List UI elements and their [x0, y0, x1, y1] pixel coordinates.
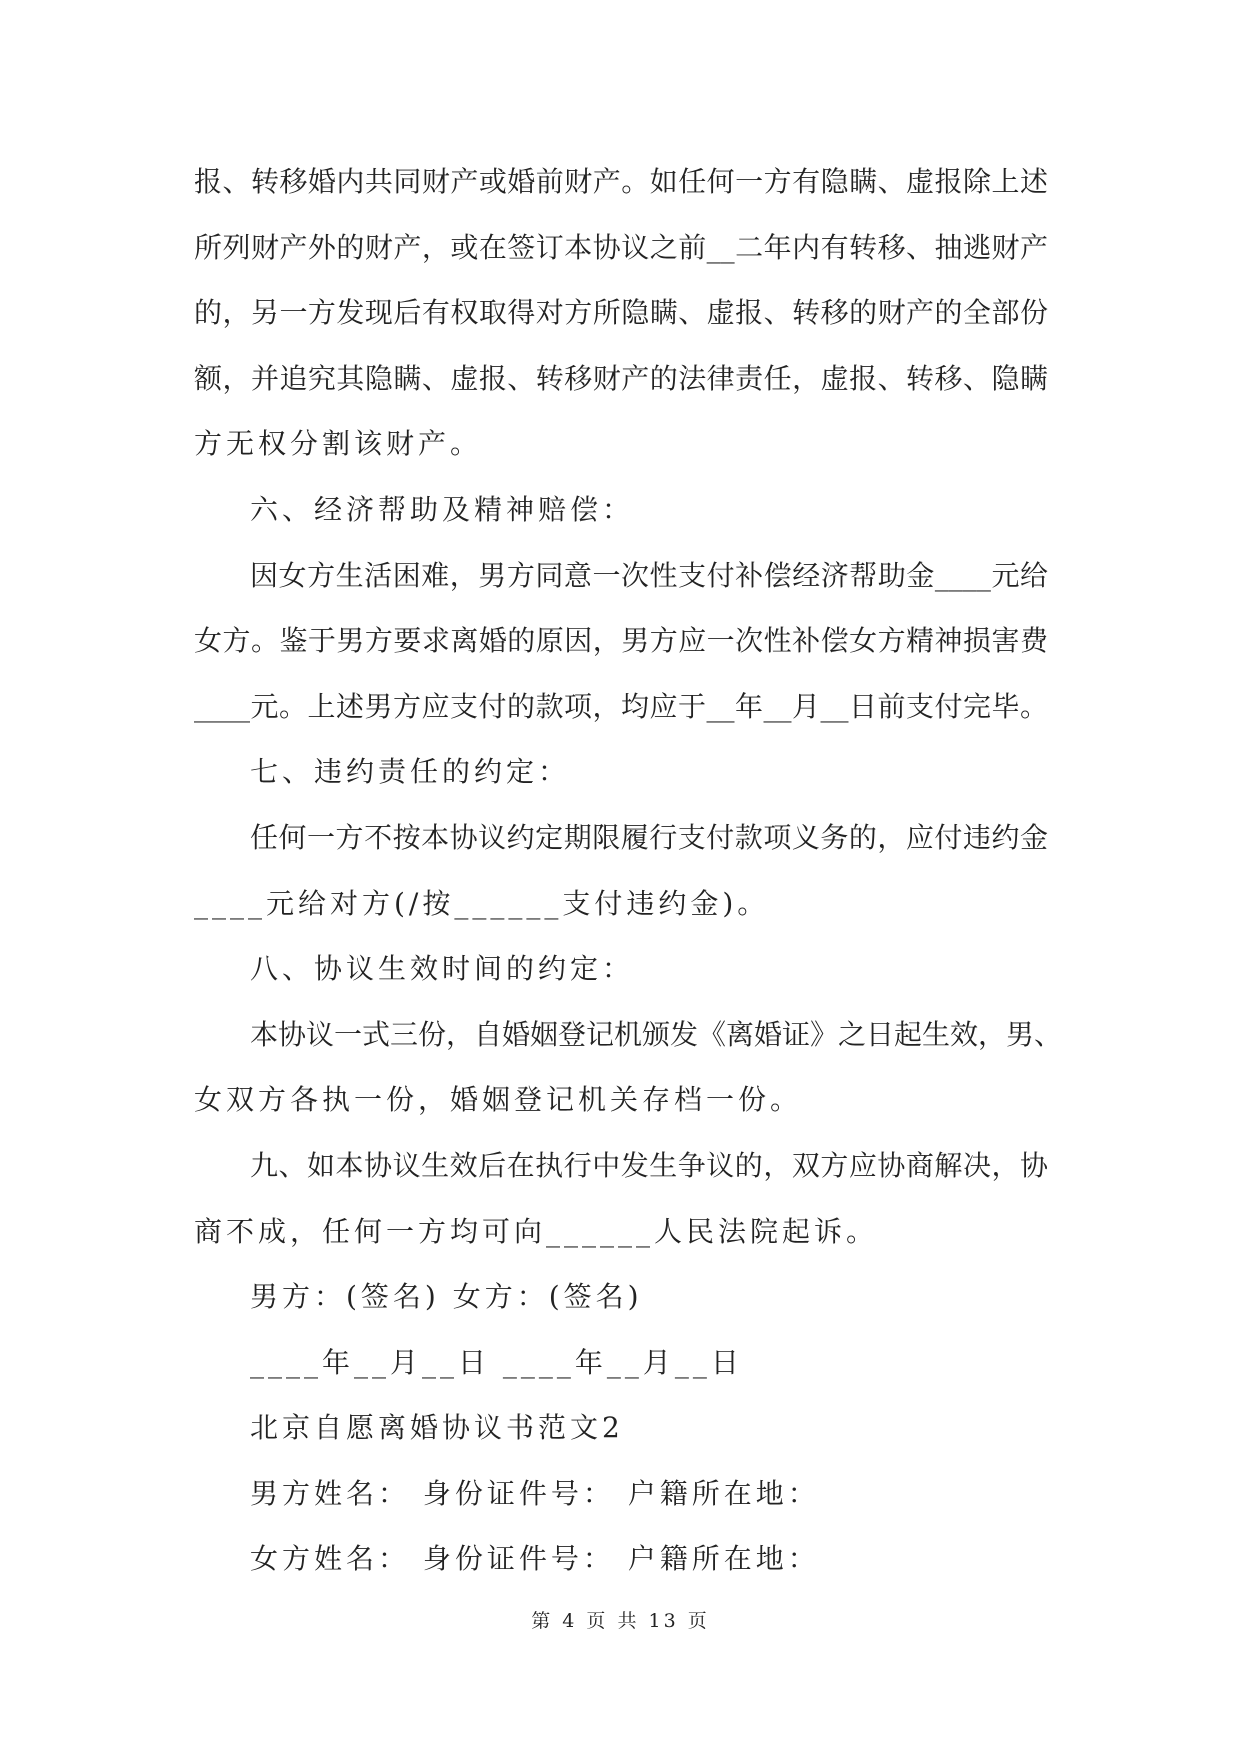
paragraph-line: 女双方各执一份，婚姻登记机关存档一份。 [194, 1083, 803, 1117]
section-heading: 八、协议生效时间的约定： [250, 952, 635, 986]
form-field-line: 女方姓名： 身份证件号： 户籍所在地： [250, 1542, 820, 1576]
paragraph-line: 九、如本协议生效后在执行中发生争议的，双方应协商解决，协 [250, 1148, 1048, 1182]
paragraph-line: 任何一方不按本协议约定期限履行支付款项义务的，应付违约金 [250, 820, 1048, 854]
section-heading: 六、经济帮助及精神赔偿： [250, 492, 635, 526]
form-field-line: 男方姓名： 身份证件号： 户籍所在地： [250, 1476, 820, 1510]
paragraph-line: ____元给对方(/按______支付违约金)。 [194, 886, 770, 920]
section-heading: 七、违约责任的约定： [250, 755, 571, 789]
paragraph-line: 本协议一式三份，自婚姻登记机颁发《离婚证》之日起生效，男、 [250, 1017, 1063, 1051]
paragraph-line: 因女方生活困难，男方同意一次性支付补偿经济帮助金____元给 [250, 558, 1048, 592]
paragraph-line: 的，另一方发现后有权取得对方所隐瞒、虚报、转移的财产的全部份 [194, 296, 1048, 330]
document-body [194, 160, 1063, 1603]
paragraph-line: 商不成，任何一方均可向______人民法院起诉。 [194, 1214, 879, 1248]
date-line: ____年__月__日 ____年__月__日 [250, 1345, 743, 1379]
paragraph-line: 报、转移婚内共同财产或婚前财产。如任何一方有隐瞒、虚报除上述 [194, 165, 1048, 198]
signature-line: 男方：(签名) 女方：(签名) [250, 1280, 643, 1314]
paragraph-line: 方无权分割该财产。 [194, 427, 483, 461]
page-number-footer: 第 4 页 共 13 页 [531, 1610, 710, 1632]
paragraph-line: 女方。鉴于男方要求离婚的原因，男方应一次性补偿女方精神损害费 [194, 624, 1048, 658]
paragraph-line: ____元。上述男方应支付的款项，均应于__年__月__日前支付完毕。 [194, 689, 1048, 723]
paragraph-line: 额，并追究其隐瞒、虚报、转移财产的法律责任，虚报、转移、隐瞒 [194, 361, 1048, 395]
paragraph-line: 所列财产外的财产，或在签订本协议之前__二年内有转移、抽逃财产 [194, 230, 1048, 264]
document-title: 北京自愿离婚协议书范文2 [250, 1411, 624, 1445]
